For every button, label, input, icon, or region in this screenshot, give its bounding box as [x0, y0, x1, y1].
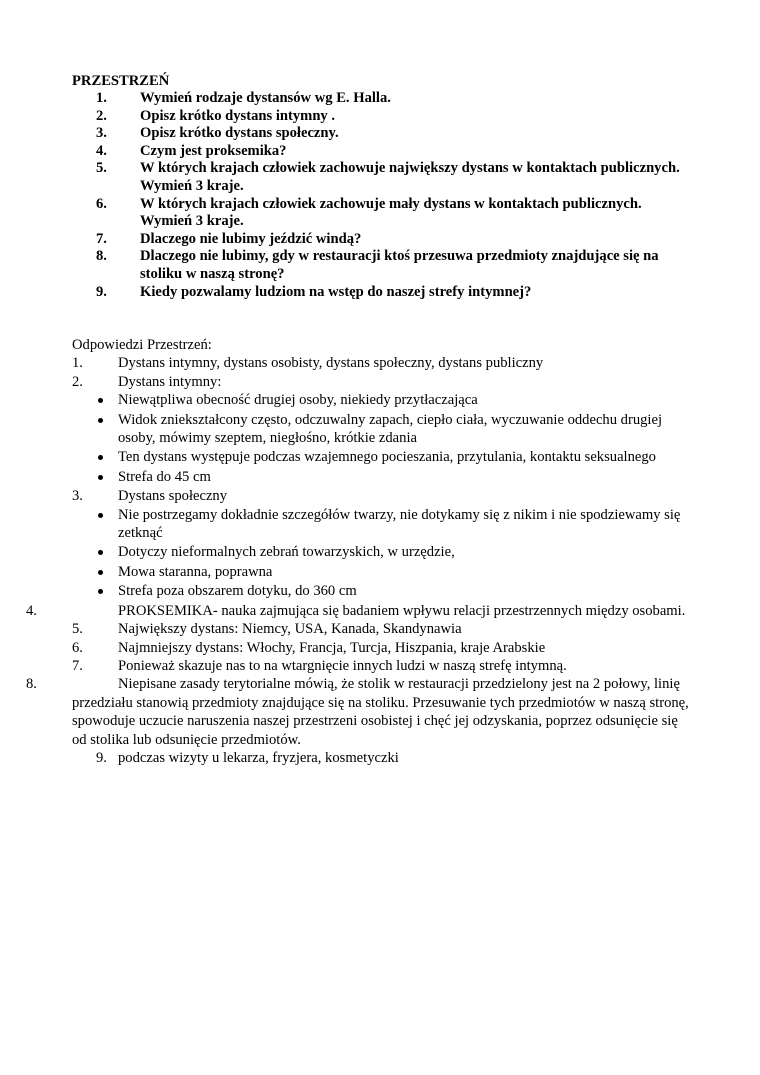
answers-section	[26, 336, 692, 767]
answer-9	[72, 749, 692, 767]
answer-number: 8.	[26, 676, 37, 693]
question-item	[72, 248, 692, 283]
bullet-icon	[98, 589, 103, 594]
bullet-icon	[98, 455, 103, 460]
bullet-icon	[98, 513, 103, 518]
bullet-text: Niewątpliwa obecność drugiej osoby, niekiedy przytłaczająca	[118, 392, 478, 409]
bullet-item	[72, 448, 692, 466]
question-text: Kiedy pozwalamy ludziom na wstęp do naszej strefy intymnej?	[140, 283, 532, 300]
bullet-text: Strefa do 45 cm	[118, 468, 211, 485]
answer-number: 7.	[72, 657, 83, 674]
bullet-item	[72, 468, 692, 486]
question-number: 1.	[96, 90, 107, 106]
answer-7	[72, 657, 692, 675]
answer-1	[72, 354, 692, 372]
question-item	[72, 90, 692, 108]
question-item	[72, 284, 692, 302]
bullet-item	[72, 506, 692, 543]
answer-3	[72, 487, 692, 505]
answer-text: Najmniejszy dystans: Włochy, Francja, Turcja, Hiszpania, kraje Arabskie	[118, 639, 546, 656]
answer-text: podczas wizyty u lekarza, fryzjera, kosmetyczki	[118, 749, 399, 766]
answer-text: Dystans społeczny	[118, 488, 228, 505]
answer-2	[72, 373, 692, 391]
question-text: Dlaczego nie lubimy jeździć windą?	[140, 230, 362, 247]
question-text: Dlaczego nie lubimy, gdy w restauracji ktoś przesuwa przedmioty znajdujące się na stoliku w naszą stronę?	[140, 248, 659, 282]
bullet-item	[72, 411, 692, 448]
bullet-item	[72, 582, 692, 600]
question-number: 2.	[96, 107, 107, 124]
answer-number: 3.	[72, 488, 83, 505]
question-text: Czym jest proksemika?	[140, 142, 287, 159]
question-text: Opisz krótko dystans intymny .	[140, 107, 336, 124]
answer-text: Dystans intymny:	[118, 373, 222, 390]
answer-number: 9.	[96, 749, 107, 766]
bullet-text: Widok zniekształcony często, odczuwalny zapach, ciepło ciała, wyczuwanie oddechu drugiej osoby, mówimy szeptem, niegłośno, krótkie zdania	[118, 411, 663, 447]
bullet-text: Dotyczy nieformalnych zebrań towarzyskich, w urzędzie,	[118, 544, 455, 561]
question-number: 4.	[96, 142, 107, 159]
bullet-text: Strefa poza obszarem dotyku, do 360 cm	[118, 583, 357, 600]
answer-number: 5.	[72, 621, 83, 638]
answer-text: Największy dystans: Niemcy, USA, Kanada, Skandynawia	[118, 621, 462, 638]
answer-number: 4.	[26, 602, 37, 619]
question-number: 8.	[96, 248, 107, 265]
bullet-text: Nie postrzegamy dokładnie szczegółów twarzy, nie dotykamy się z nikim i nie spodziewamy się zetknąć	[118, 506, 681, 542]
question-number: 9.	[96, 283, 107, 300]
answer-8	[26, 675, 692, 749]
answer-4	[26, 602, 692, 620]
bullet-icon	[98, 475, 103, 480]
question-text: Opisz krótko dystans społeczny.	[140, 125, 339, 142]
answer-6	[72, 639, 692, 657]
answer-5	[72, 620, 692, 638]
bullet-item	[72, 543, 692, 561]
answer-text: PROKSEMIKA- nauka zajmująca się badaniem wpływu relacji przestrzennych między osobami.	[118, 602, 686, 619]
question-number: 5.	[96, 160, 107, 177]
bullet-icon	[98, 398, 103, 403]
answer-number: 1.	[72, 355, 83, 372]
bullet-item	[72, 391, 692, 409]
bullet-icon	[98, 550, 103, 555]
question-text: W których krajach człowiek zachowuje mały dystans w kontaktach publicznych. Wymień 3 kraje.	[140, 195, 642, 230]
question-number: 3.	[96, 125, 107, 142]
answer-3-bullets	[72, 506, 692, 601]
question-number: 6.	[96, 195, 107, 212]
answer-text: Niepisane zasady terytorialne mówią, że stolik w restauracji przedzielony jest na 2 połowy, linię przedziału stanowią przedmioty znajdujące się na stoliku. Przesuwanie tych przedmiotów w naszą stronę, spowoduje uczucie naruszenia naszej przestrzeni osobistej i chęć jej odzyskania, poprzez odsunięcie się od stolika lub odsunięcie przedmiotów.	[72, 676, 689, 748]
question-number: 7.	[96, 230, 107, 247]
bullet-icon	[98, 418, 103, 423]
bullet-text: Ten dystans występuje podczas wzajemnego pocieszania, przytulania, kontaktu seksualnego	[118, 449, 656, 466]
bullet-text: Mowa staranna, poprawna	[118, 563, 273, 580]
question-text: Wymień rodzaje dystansów wg E. Halla.	[140, 90, 391, 106]
bullet-icon	[98, 570, 103, 575]
question-item	[72, 125, 692, 143]
document-title: PRZESTRZEŃ	[72, 73, 170, 89]
question-item	[72, 231, 692, 249]
answer-text: Ponieważ skazuje nas to na wtargnięcie innych ludzi w naszą strefę intymną.	[118, 657, 567, 674]
answer-number: 6.	[72, 639, 83, 656]
question-item	[72, 160, 692, 195]
question-item	[72, 196, 692, 231]
question-item	[72, 108, 692, 126]
question-item	[72, 143, 692, 161]
answer-text: Dystans intymny, dystans osobisty, dystans społeczny, dystans publiczny	[118, 355, 544, 372]
question-text: W których krajach człowiek zachowuje największy dystans w kontaktach publicznych. Wymień 3 kraje.	[140, 160, 680, 194]
answers-heading: Odpowiedzi Przestrzeń:	[72, 337, 212, 353]
bullet-item	[72, 563, 692, 581]
answer-2-bullets	[72, 391, 692, 486]
question-list	[72, 90, 692, 301]
answer-number: 2.	[72, 373, 83, 390]
